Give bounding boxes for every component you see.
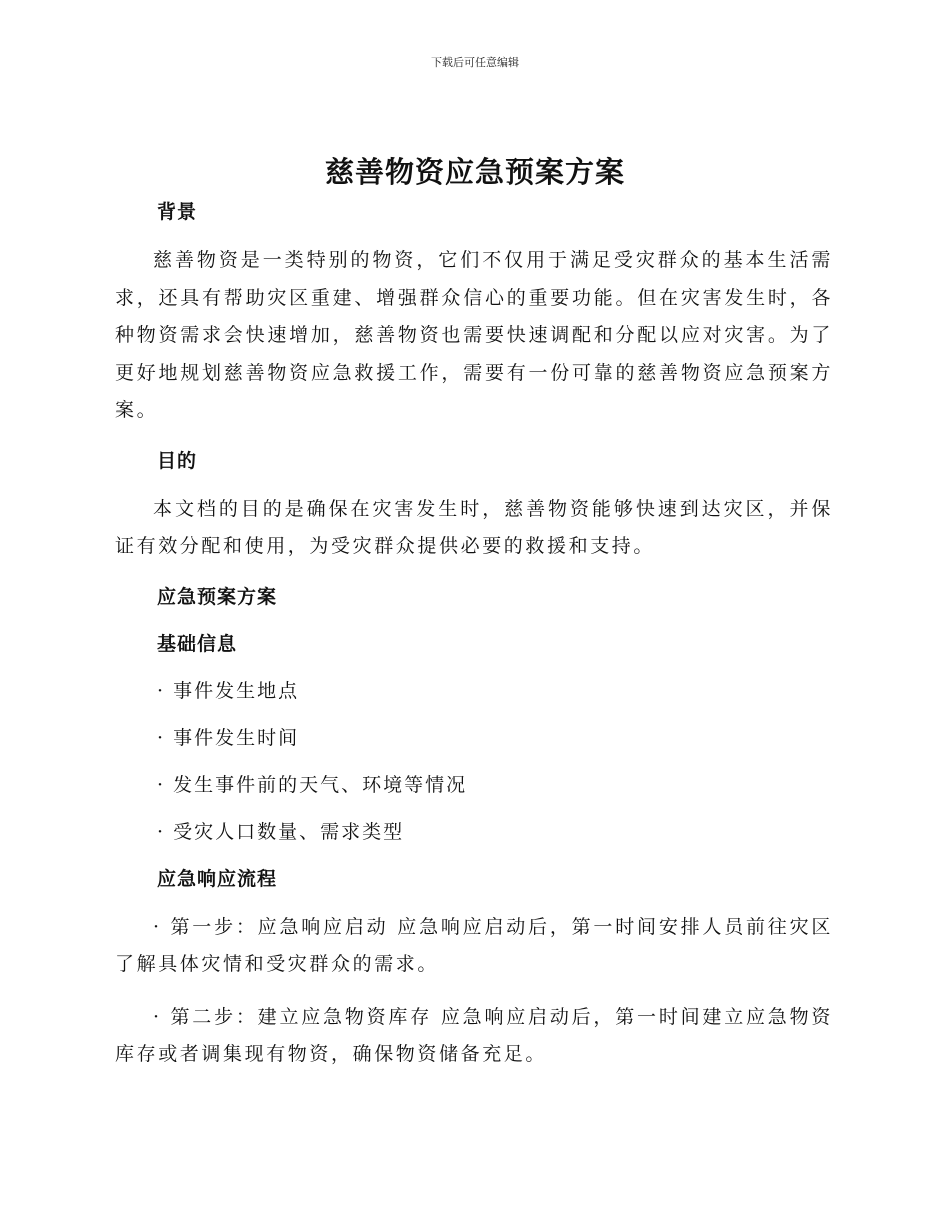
response-step: · 第二步：建立应急物资库存 应急响应启动后，第一时间建立应急物资库存或者调集现有物资，确保物资储备充足。 [115, 1005, 833, 1065]
heading-basic-info: 基础信息 [157, 632, 238, 655]
list-item: · 受灾人口数量、需求类型 [157, 820, 405, 843]
list-item: · 事件发生时间 [157, 726, 300, 749]
heading-purpose: 目的 [157, 449, 198, 472]
header-note: 下载后可任意编辑 [431, 56, 519, 69]
paragraph-purpose: 本文档的目的是确保在灾害发生时，慈善物资能够快速到达灾区，并保证有效分配和使用，为受灾群众提供必要的救援和支持。 [115, 497, 833, 557]
list-item: · 事件发生地点 [157, 679, 300, 702]
heading-background: 背景 [157, 201, 198, 223]
heading-plan: 应急预案方案 [157, 585, 278, 608]
document-title: 慈善物资应急预案方案 [324, 155, 625, 189]
response-step: · 第一步：应急响应启动 应急响应启动后，第一时间安排人员前往灾区了解具体灾情和受灾群众的需求。 [115, 915, 833, 975]
paragraph-background: 慈善物资是一类特别的物资，它们不仅用于满足受灾群众的基本生活需求，还具有帮助灾区重建、增强群众信心的重要功能。但在灾害发生时，各种物资需求会快速增加，慈善物资也需要快速调配和分配以应对灾害。为了更好地规划慈善物资应急救援工作，需要有一份可靠的慈善物资应急预案方案。 [115, 249, 833, 421]
list-item: · 发生事件前的天气、环境等情况 [157, 773, 468, 796]
document-body [115, 196, 833, 1074]
heading-response: 应急响应流程 [157, 867, 278, 890]
